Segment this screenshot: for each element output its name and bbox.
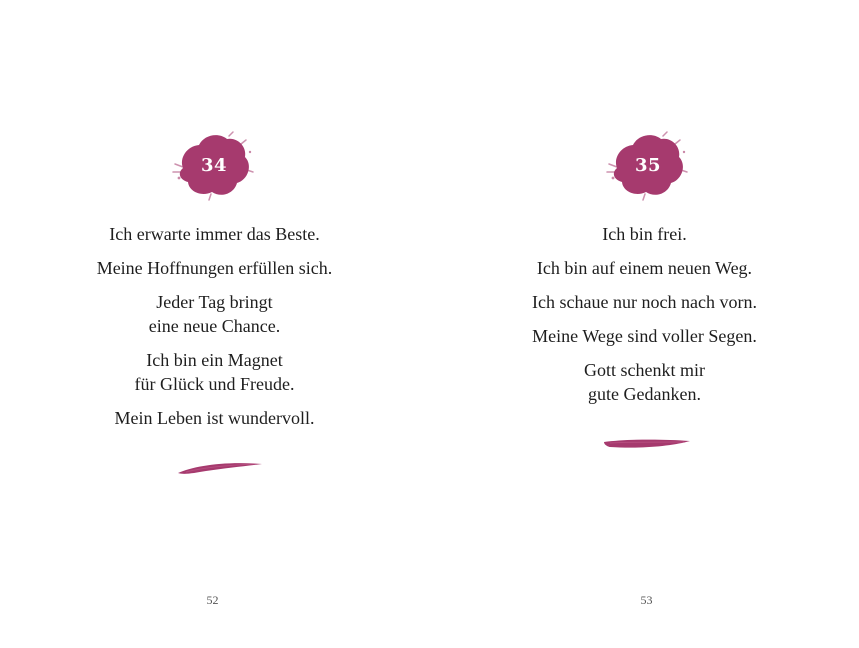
affirmation-line: Gott schenkt mir gute Gedanken. (584, 360, 705, 404)
page-number: 53 (640, 593, 653, 607)
affirmation-line: Ich bin auf einem neuen Weg. (536, 258, 753, 278)
affirmation-line: Ich bin frei. (602, 224, 687, 244)
affirmation-line: Ich erwarte immer das Beste. (109, 224, 320, 244)
right-page (430, 0, 859, 648)
affirmation-list (0, 222, 429, 440)
badge-number: 35 (634, 155, 662, 176)
page-number: 52 (206, 593, 219, 607)
affirmation-line: Mein Leben ist wundervoll. (114, 408, 315, 428)
affirmation-list (430, 222, 859, 416)
affirmation-line: Meine Wege sind voller Segen. (532, 326, 757, 346)
affirmation-line: Ich bin ein Magnet für Glück und Freude. (134, 350, 295, 394)
affirmation-line: Jeder Tag bringt eine neue Chance. (148, 292, 281, 336)
badge-number: 34 (200, 155, 228, 176)
brush-stroke-divider (602, 436, 692, 459)
affirmation-line: Ich schaue nur noch nach vorn. (532, 292, 757, 312)
brush-stroke-divider (176, 458, 266, 483)
number-badge (605, 128, 691, 204)
left-page (0, 0, 429, 648)
affirmation-line: Meine Hoffnungen erfüllen sich. (96, 258, 333, 278)
number-badge (171, 128, 257, 204)
